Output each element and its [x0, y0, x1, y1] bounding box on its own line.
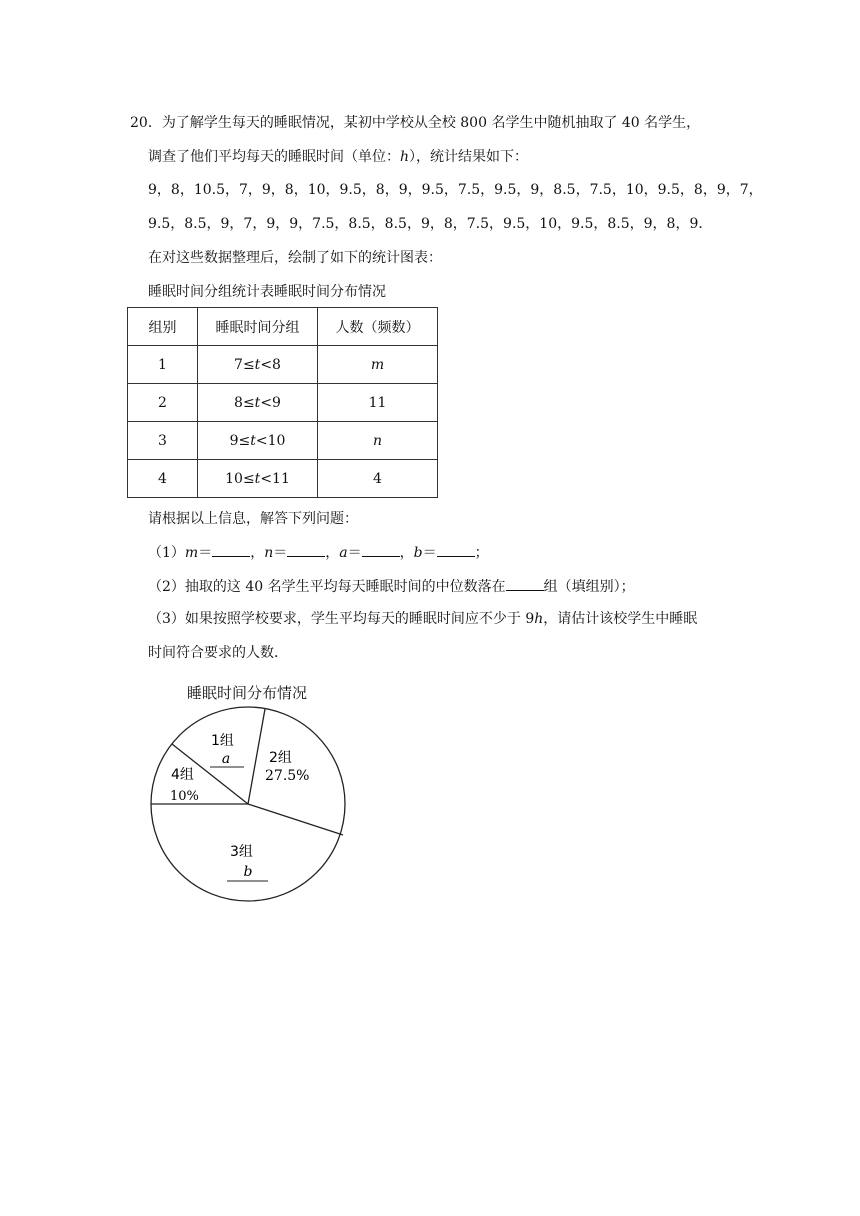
header-count: 人数（频数） — [318, 308, 438, 346]
end-mark: ； — [474, 545, 489, 561]
separator: ， — [250, 545, 265, 561]
var-n: n — [264, 545, 274, 561]
table-row — [128, 422, 438, 460]
equals-sign: ＝ — [273, 545, 288, 561]
pie-chart — [150, 678, 360, 908]
table-header-row — [128, 308, 438, 346]
range-right: <10 — [255, 432, 286, 449]
slice-label-4: 4组 — [171, 767, 194, 783]
range-left: 10≤ — [225, 470, 255, 487]
equals-sign: ＝ — [347, 545, 362, 561]
count-value: m — [370, 356, 385, 373]
cell-group: 1 — [128, 346, 198, 384]
frequency-table — [127, 307, 438, 498]
unit-h: h — [534, 611, 544, 627]
cell-range — [198, 460, 318, 498]
q3-text-b: ，请估计该校学生中睡眠 — [543, 611, 698, 627]
cell-group: 3 — [128, 422, 198, 460]
intro-text-1: 为了解学生每天的睡眠情况，某初中学校从全校 800 名学生中随机抽取了 40 名学生， — [161, 115, 701, 131]
equals-sign: ＝ — [422, 545, 437, 561]
separator: ， — [399, 545, 414, 561]
q3-text-a: （3）如果按照学校要求，学生平均每天的睡眠时间应不少于 9 — [148, 611, 535, 627]
slice-value-2: 27.5% — [265, 768, 310, 784]
separator: ， — [325, 545, 340, 561]
chart-title: 睡眠时间分布情况 — [187, 684, 308, 702]
var-b: b — [413, 545, 423, 561]
cell-group: 4 — [128, 460, 198, 498]
sub-question-2 — [148, 576, 635, 597]
table-row — [128, 346, 438, 384]
unit-h: h — [400, 149, 410, 165]
intro-text-2b: ），统计结果如下： — [409, 149, 529, 165]
data-line-1: 9，8，10.5，7，9，8，10，9.5，8，9，9.5，7.5，9.5，9，8.5，7.5，10，9.5，8，9，7， — [148, 182, 763, 198]
question-intro-line-1 — [130, 113, 700, 133]
sub-question-3-line-2: 时间符合要求的人数． — [148, 645, 288, 661]
range-right: <9 — [260, 394, 281, 411]
cell-range — [198, 346, 318, 384]
slice-label-2: 2组 — [269, 750, 292, 766]
q2-text-a: （2）抽取的这 40 名学生平均每天睡眠时间的中位数落在 — [148, 579, 506, 595]
cell-range — [198, 422, 318, 460]
var-a: a — [339, 545, 348, 561]
equals-sign: ＝ — [198, 545, 213, 561]
cell-range — [198, 384, 318, 422]
range-right: <11 — [260, 470, 290, 487]
table-row — [128, 460, 438, 498]
range-left: 8≤ — [234, 394, 255, 411]
cell-count — [318, 422, 438, 460]
range-left: 7≤ — [234, 356, 255, 373]
q1-prefix: （1） — [148, 545, 185, 561]
after-data-text: 在对这些数据整理后，绘制了如下的统计图表： — [148, 250, 442, 266]
cell-count: 4 — [318, 460, 438, 498]
range-var: t — [254, 356, 261, 373]
slice-value-3: b — [243, 864, 253, 880]
answer-blank[interactable] — [212, 542, 250, 557]
data-line-2: 9.5，8.5，9，7，9，9，7.5，8.5，8.5，9，8，7.5，9.5，10，9.5，8.5，9，8，9． — [148, 216, 713, 232]
question-intro-line-2 — [148, 147, 528, 167]
cell-count — [318, 346, 438, 384]
answer-blank[interactable] — [362, 542, 400, 557]
answer-blank[interactable] — [287, 542, 325, 557]
slice-label-3: 3组 — [230, 844, 253, 860]
sub-question-1 — [148, 542, 489, 563]
range-var: t — [254, 394, 261, 411]
pie-svg — [150, 678, 360, 908]
q2-text-b: 组（填组别）； — [543, 579, 635, 595]
header-range: 睡眠时间分组 — [198, 308, 318, 346]
range-left: 9≤ — [229, 432, 251, 449]
slice-value-1: a — [221, 751, 231, 767]
answer-blank[interactable] — [437, 542, 475, 557]
question-number: 20． — [130, 115, 162, 131]
slice-label-1: 1组 — [211, 733, 234, 749]
questions-prompt: 请根据以上信息，解答下列问题： — [148, 511, 358, 527]
cell-count: 11 — [318, 384, 438, 422]
range-var: t — [250, 432, 256, 449]
cell-group: 2 — [128, 384, 198, 422]
range-var: t — [254, 470, 261, 487]
sub-question-3-line-1 — [148, 609, 697, 629]
slice-value-4: 10% — [170, 789, 199, 804]
header-group: 组别 — [128, 308, 198, 346]
count-value: n — [372, 432, 383, 449]
table-title: 睡眠时间分组统计表睡眠时间分布情况 — [148, 284, 386, 300]
var-m: m — [184, 545, 199, 561]
range-right: <8 — [260, 356, 281, 373]
table-row — [128, 384, 438, 422]
answer-blank[interactable] — [506, 576, 544, 591]
intro-text-2a: 调查了他们平均每天的睡眠时间（单位： — [148, 149, 400, 165]
